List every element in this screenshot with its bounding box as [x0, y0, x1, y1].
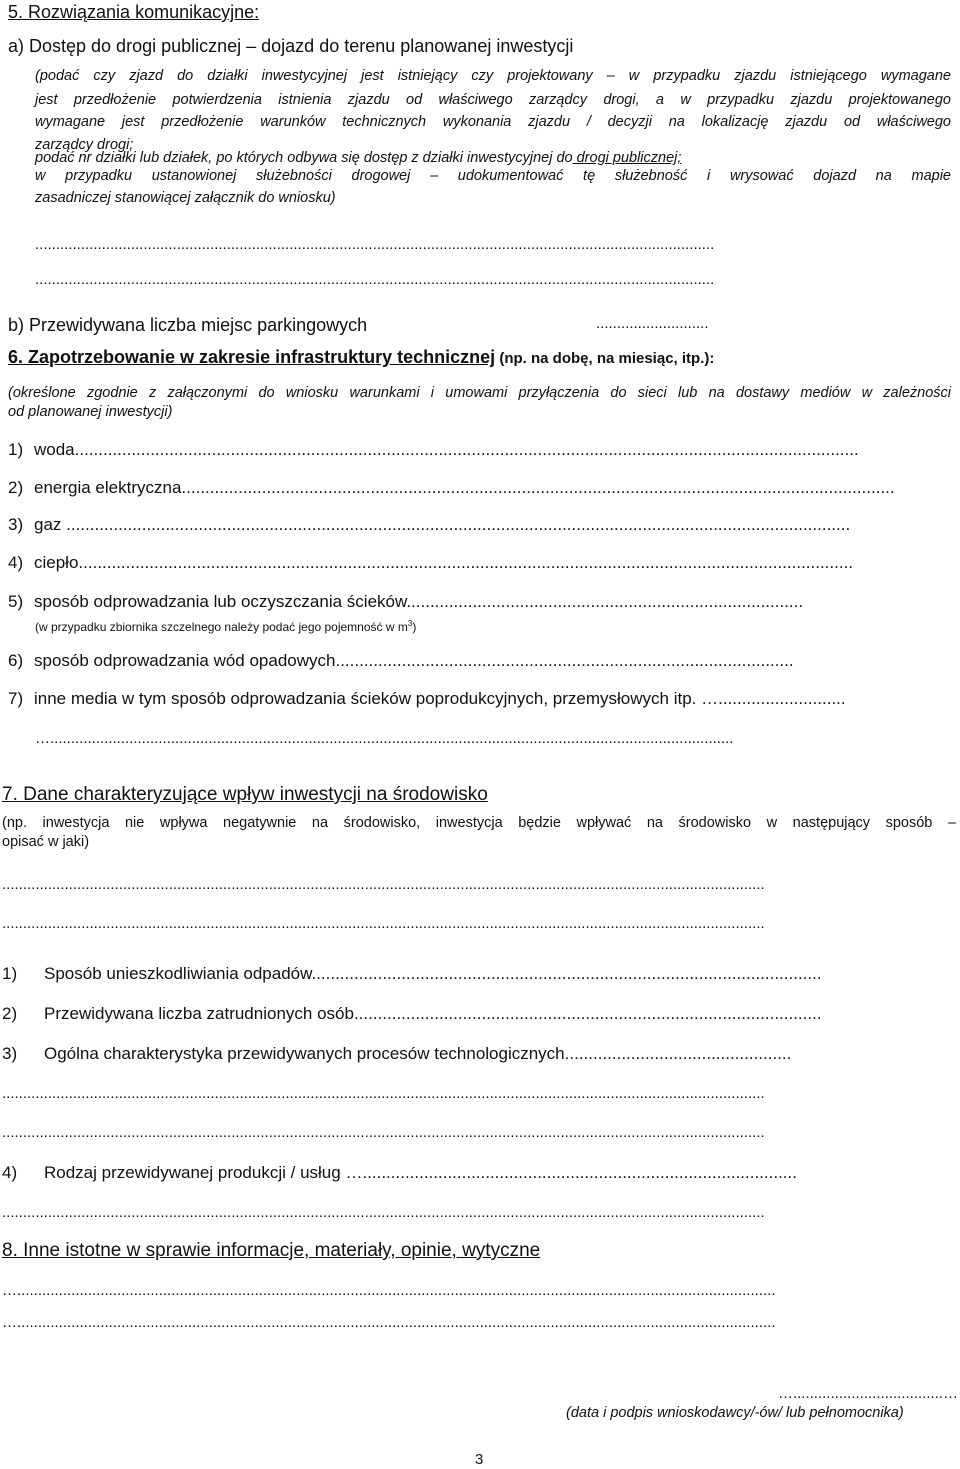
section7-dots-4[interactable]: .......................................................................................................................................................................................	[2, 1124, 765, 1141]
section5-a-note-4: zarządcy drogi;	[35, 137, 134, 153]
item-dots[interactable]: .................................................................................................	[335, 651, 794, 670]
section5-a-note-5-underlined: drogi publicznej;	[572, 150, 682, 166]
item-dots[interactable]: ...........................	[718, 689, 846, 708]
item-label: Sposób unieszkodliwiania odpadów	[44, 964, 312, 983]
section6-item-6	[8, 651, 950, 671]
section7-item-4	[2, 1163, 952, 1183]
item-label: sposób odprowadzania wód opadowych	[34, 651, 336, 670]
page-number: 3	[475, 1451, 484, 1468]
section5-dots-line-2[interactable]: ...................................................................................................................................................................	[35, 271, 715, 288]
item-number: 1)	[2, 964, 18, 983]
item-label: woda	[34, 440, 75, 459]
section6-heading-line	[8, 347, 714, 368]
item-label: Ogólna charakterystyka przewidywanych procesów technologicznych	[44, 1044, 565, 1063]
section6-note-1: (określone zgodnie z załączonymi do wniosku warunkami i umowami przyłączenia do sieci lub na dostawy mediów w zależności	[8, 385, 951, 401]
item-dots[interactable]: …............................................................................................	[345, 1163, 797, 1182]
item-label: inne media w tym sposób odprowadzania ścieków poprodukcyjnych, przemysłowych itp. …	[34, 689, 719, 708]
section6-item-3	[8, 515, 950, 535]
section8-heading: 8. Inne istotne w sprawie informacje, materiały, opinie, wytyczne	[2, 1240, 541, 1261]
item-label: ciepło	[34, 553, 79, 572]
item-number: 1)	[8, 440, 24, 459]
item-label: sposób odprowadzania lub oczyszczania ścieków	[34, 592, 407, 611]
item-label: gaz	[34, 515, 67, 534]
section5-b-label: b) Przewidywana liczba miejsc parkingowych	[8, 315, 368, 335]
section5-a-note-5-text: podać nr działki lub działek, po których odbywa się dostęp z działki inwestycyjnej do	[35, 150, 573, 166]
section5-a-note-5	[35, 150, 681, 166]
item-dots[interactable]: ...................................................................................................	[353, 1004, 822, 1023]
item-5-note-end: )	[412, 620, 417, 634]
item-number: 7)	[8, 689, 24, 708]
item-dots[interactable]: ......................................................................................................................................................................	[66, 515, 851, 534]
item-number: 5)	[8, 592, 24, 611]
item-number: 4)	[2, 1163, 18, 1182]
section5-a-note-6: w przypadku ustanowionej służebności drogowej – udokumentować tę służebność i wrysować dojazd na mapie	[35, 168, 951, 184]
section5-dots-line-1[interactable]: ...................................................................................................................................................................	[35, 236, 715, 253]
section6-note-2: od planowanej inwestycji)	[8, 404, 173, 420]
item-number: 3)	[2, 1044, 18, 1063]
item-label: energia elektryczna	[34, 478, 182, 497]
item-dots[interactable]: ............................................................................................................	[311, 964, 822, 983]
item-dots[interactable]: ....................................................................................................................................................................	[78, 553, 854, 572]
item-5-note-text: (w przypadku zbiornika szczelnego należy podać jego pojemność w m	[35, 620, 408, 634]
section6-item-4	[8, 553, 950, 573]
section6-item-5-note	[35, 619, 416, 634]
section8-dots-2[interactable]: …......................................................................................................................................................................................	[2, 1314, 776, 1331]
item-label: Rodzaj przewidywanej produkcji / usług	[44, 1163, 346, 1182]
section7-dots-5[interactable]: .......................................................................................................................................................................................	[2, 1204, 765, 1221]
item-number: 3)	[8, 515, 24, 534]
section7-item-2	[2, 1004, 954, 1024]
section5-b-dots[interactable]: ...........................	[596, 315, 709, 332]
section7-heading: 7. Dane charakteryzujące wpływ inwestycji na środowisko	[2, 784, 488, 805]
section5-a-note-2: jest przedłożenie potwierdzenia istnienia zjazdu od właściwego zarządcy drogi, a w przypadku zjazdu projektowanego	[35, 92, 951, 108]
item-dots[interactable]: .......................................................................................................................................................	[181, 478, 895, 497]
item-5-note-sup: 3	[407, 619, 413, 628]
section5-a-note-1: (podać czy zjazd do działki inwestycyjnej jest istniejący czy projektowany – w przypadku zjazdu istniejącego wymagane	[35, 68, 951, 84]
item-dots[interactable]: ................................................	[564, 1044, 792, 1063]
section6-item-7-dots[interactable]: …....................................................................................................................................................................	[35, 730, 734, 747]
section5-a-note-3: wymagane jest przedłożenie warunków technicznych wykonania zjazdu / decyzji na lokalizację zjazdu od właściwego	[35, 114, 951, 130]
item-dots[interactable]: ......................................................................................................................................................................	[74, 440, 859, 459]
item-dots[interactable]: ....................................................................................	[406, 592, 804, 611]
signature-dots[interactable]: …....................................…	[777, 1385, 958, 1402]
section6-heading: 6. Zapotrzebowanie w zakresie infrastruktury technicznej	[8, 347, 496, 367]
section7-dots-2[interactable]: .......................................................................................................................................................................................	[2, 915, 765, 932]
section7-item-3	[2, 1044, 952, 1064]
section6-item-1	[8, 440, 950, 460]
section7-dots-3[interactable]: .......................................................................................................................................................................................	[2, 1085, 765, 1102]
section6-item-2	[8, 478, 950, 498]
signature-caption: (data i podpis wnioskodawcy/-ów/ lub pełnomocnika)	[566, 1405, 904, 1421]
section5-heading: 5. Rozwiązania komunikacyjne:	[8, 2, 260, 22]
section8-dots-1[interactable]: …......................................................................................................................................................................................	[2, 1282, 776, 1299]
section7-note-2: opisać w jaki)	[2, 834, 90, 850]
item-number: 6)	[8, 651, 24, 670]
section6-item-5	[8, 592, 950, 612]
section6-heading-suffix: (np. na dobę, na miesiąc, itp.):	[495, 350, 715, 367]
item-number: 4)	[8, 553, 24, 572]
section7-dots-1[interactable]: .......................................................................................................................................................................................	[2, 876, 765, 893]
section7-item-1	[2, 964, 952, 984]
item-number: 2)	[8, 478, 24, 497]
item-label: Przewidywana liczba zatrudnionych osób	[44, 1004, 354, 1023]
section5-a-title: a) Dostęp do drogi publicznej – dojazd do terenu planowanej inwestycji	[8, 36, 574, 56]
item-number: 2)	[2, 1004, 18, 1023]
section5-a-note-7: zasadniczej stanowiącej załącznik do wniosku)	[35, 190, 336, 206]
section7-note-1: (np. inwestycja nie wpływa negatywnie na środowisko, inwestycja będzie wpływać na środowisko w następujący sposób –	[2, 815, 956, 831]
section6-item-7	[8, 689, 950, 709]
